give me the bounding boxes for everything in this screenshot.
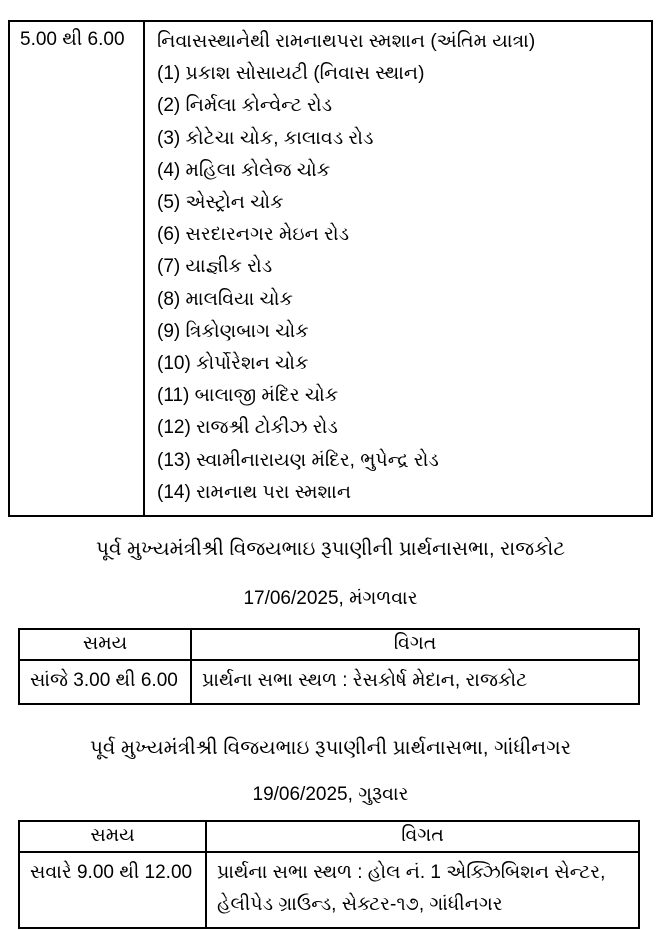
route-line: (10) કોર્પોરેશન ચોક [157, 353, 309, 375]
route-line: નિવાસસ્થાનેથી રામનાથપરા સ્મશાન (અંતિમ યાત્રા) [157, 31, 536, 52]
gandhinagar-section-title: પૂર્વ મુખ્યમંત્રીશ્રી વિજયભાઇ રૂપાણીની પ્રાર્થનાસભા, ગાંધીનગર [89, 737, 572, 759]
rajkot-time-cell: સાંજે 3.00 થી 6.00 [19, 660, 191, 704]
route-line: (2) નિર્મલા કોન્વેન્ટ રોડ [157, 95, 333, 117]
gandhinagar-detail-cell: પ્રાર્થના સભા સ્થળ : હોલ નં. 1 એક્ઝિબિશન સેન્ટર, હેલીપેડ ગ્રાઉન્ડ, સેક્ટર-૧૭, ગાંધીનગર [206, 852, 639, 928]
route-line: (13) સ્વામીનારાયણ મંદિર, ભુપેન્દ્ર રોડ [157, 449, 439, 471]
column-header-detail: વિગત [191, 629, 639, 660]
route-line: (3) કોટેચા ચોક, કાલાવડ રોડ [157, 127, 374, 149]
route-line: (5) એસ્ટ્રોન ચોક [157, 192, 284, 214]
route-line: (11) બાલાજી મંદિર ચોક [157, 385, 339, 407]
route-line: (9) ત્રિકોણબાગ ચોક [157, 320, 309, 342]
rajkot-info-table [18, 628, 640, 705]
gandhinagar-time-cell: સવારે 9.00 થી 12.00 [19, 852, 206, 928]
route-line: (12) રાજશ્રી ટોકીઝ રોડ [157, 417, 338, 439]
route-time-cell: 5.00 થી 6.00 [9, 21, 144, 516]
route-schedule-table [8, 20, 653, 517]
route-line: (4) મહિલા કોલેજ ચોક [157, 159, 331, 181]
table-row [19, 660, 639, 704]
rajkot-section-title: પૂર્વ મુખ્યમંત્રીશ્રી વિજયભાઇ રૂપાણીની પ્રાર્થનાસભા, રાજકોટ [96, 538, 565, 560]
table-header-row [19, 821, 639, 852]
table-row [9, 21, 652, 516]
rajkot-section-date: 17/06/2025, મંગળવાર [243, 588, 418, 609]
gandhinagar-info-table [18, 820, 640, 929]
route-line: (8) માલવિયા ચોક [157, 288, 293, 310]
gandhinagar-section-date: 19/06/2025, ગુરૂવાર [252, 784, 409, 805]
route-stops-cell [144, 21, 652, 516]
table-row [19, 852, 639, 928]
route-line: (7) યાજ્ઞીક રોડ [157, 256, 273, 278]
table-header-row [19, 629, 639, 660]
route-line: (14) રામનાથ પરા સ્મશાન [157, 481, 351, 503]
rajkot-detail-cell: પ્રાર્થના સભા સ્થળ : રેસકોર્ષ મેદાન, રાજકોટ [191, 660, 639, 704]
column-header-time: સમય [19, 821, 206, 852]
route-line: (1) પ્રકાશ સોસાયટી (નિવાસ સ્થાન) [157, 63, 425, 85]
column-header-time: સમય [19, 629, 191, 660]
route-line: (6) સરદારનગર મેઇન રોડ [157, 224, 350, 246]
column-header-detail: વિગત [206, 821, 639, 852]
